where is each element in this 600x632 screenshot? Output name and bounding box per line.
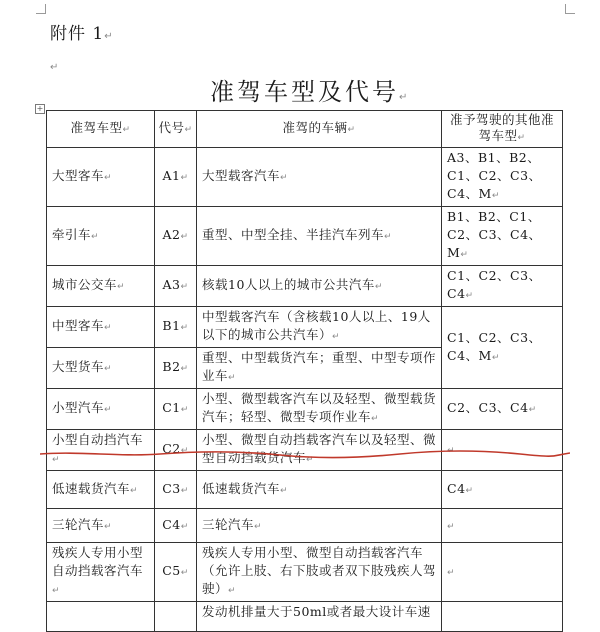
cell-code[interactable]: C3↵: [155, 471, 197, 509]
cell-code[interactable]: A3↵: [155, 266, 197, 307]
table-row: [47, 389, 563, 430]
cell-vehicles[interactable]: 大型载客汽车↵: [197, 148, 442, 207]
cell-others[interactable]: B1、B2、C1、C2、C3、C4、M↵: [442, 207, 563, 266]
cell-type[interactable]: 大型客车↵: [47, 148, 155, 207]
cell-vehicles[interactable]: 核载10人以上的城市公共汽车↵: [197, 266, 442, 307]
cell-vehicles[interactable]: 发动机排量大于50ml或者最大设计车速: [197, 602, 442, 632]
cell-vehicles[interactable]: 小型、微型载客汽车以及轻型、微型载货汽车；轻型、微型专项作业车↵: [197, 389, 442, 430]
document-title: 准驾车型及代号↵: [210, 78, 411, 106]
table-row: [47, 266, 563, 307]
cell-others[interactable]: C1、C2、C3、C4、M↵: [442, 307, 563, 389]
cell-others[interactable]: C4↵: [442, 471, 563, 509]
cell-code[interactable]: B2↵: [155, 348, 197, 389]
cell-vehicles[interactable]: 小型、微型自动挡载客汽车以及轻型、微型自动挡载货汽车↵: [197, 430, 442, 471]
paragraph-mark-icon: ↵: [104, 31, 114, 42]
table-move-handle-icon[interactable]: +: [36, 104, 44, 113]
page-margin-corner-right: [565, 4, 575, 14]
cell-type[interactable]: 小型自动挡汽车↵: [47, 430, 155, 471]
proofing-underline-path: [40, 451, 570, 458]
cell-code[interactable]: C1↵: [155, 389, 197, 430]
header-cell-code[interactable]: 代号↵: [155, 111, 197, 148]
cell-vehicles[interactable]: 重型、中型全挂、半挂汽车列车↵: [197, 207, 442, 266]
cell-others[interactable]: C1、C2、C3、C4↵: [442, 266, 563, 307]
header-cell-type[interactable]: 准驾车型↵: [47, 111, 155, 148]
cell-code[interactable]: B1↵: [155, 307, 197, 348]
cell-vehicles[interactable]: 低速载货汽车↵: [197, 471, 442, 509]
header-cell-others[interactable]: 准予驾驶的其他准驾车型↵: [442, 111, 563, 148]
table-row: [47, 543, 563, 602]
cell-others[interactable]: [442, 602, 563, 632]
page-margin-corner-left: [36, 4, 46, 14]
cell-vehicles[interactable]: 重型、中型载货汽车；重型、中型专项作业车↵: [197, 348, 442, 389]
header-cell-vehicles[interactable]: 准驾的车辆↵: [197, 111, 442, 148]
table-row: [47, 207, 563, 266]
cell-code[interactable]: A2↵: [155, 207, 197, 266]
cell-type[interactable]: 低速载货汽车↵: [47, 471, 155, 509]
table-row: [47, 602, 563, 632]
cell-vehicles[interactable]: 三轮汽车↵: [197, 509, 442, 543]
cell-code[interactable]: C5↵: [155, 543, 197, 602]
cell-others[interactable]: C2、C3、C4↵: [442, 389, 563, 430]
cell-code[interactable]: C2↵: [155, 430, 197, 471]
cell-type[interactable]: 残疾人专用小型自动挡载客汽车↵: [47, 543, 155, 602]
driving-license-class-table: [46, 110, 563, 632]
table-row: [47, 148, 563, 207]
proofing-underline: [40, 448, 570, 462]
table-row: [47, 307, 563, 348]
cell-vehicles[interactable]: 残疾人专用小型、微型自动挡载客汽车（允许上肢、右下肢或者双下肢残疾人驾驶）↵: [197, 543, 442, 602]
table-row: [47, 471, 563, 509]
paragraph-mark-icon: ↵: [50, 62, 59, 73]
cell-vehicles[interactable]: 中型载客汽车（含核载10人以上、19人以下的城市公共汽车）↵: [197, 307, 442, 348]
table-row: [47, 509, 563, 543]
cell-others[interactable]: A3、B1、B2、C1、C2、C3、C4、M↵: [442, 148, 563, 207]
cell-type[interactable]: 牵引车↵: [47, 207, 155, 266]
cell-type[interactable]: 三轮汽车↵: [47, 509, 155, 543]
cell-code[interactable]: C4↵: [155, 509, 197, 543]
cell-type[interactable]: 中型客车↵: [47, 307, 155, 348]
cell-type[interactable]: 小型汽车↵: [47, 389, 155, 430]
cell-others[interactable]: ↵: [442, 543, 563, 602]
cell-code[interactable]: A1↵: [155, 148, 197, 207]
cell-type[interactable]: [47, 602, 155, 632]
cell-others[interactable]: ↵: [442, 430, 563, 471]
cell-code[interactable]: [155, 602, 197, 632]
cell-type[interactable]: 城市公交车↵: [47, 266, 155, 307]
cell-type[interactable]: 大型货车↵: [47, 348, 155, 389]
paragraph-mark-icon: ↵: [399, 92, 411, 103]
table-header-row: [47, 111, 563, 148]
cell-others[interactable]: ↵: [442, 509, 563, 543]
annex-label: 附件 1↵: [50, 24, 114, 44]
